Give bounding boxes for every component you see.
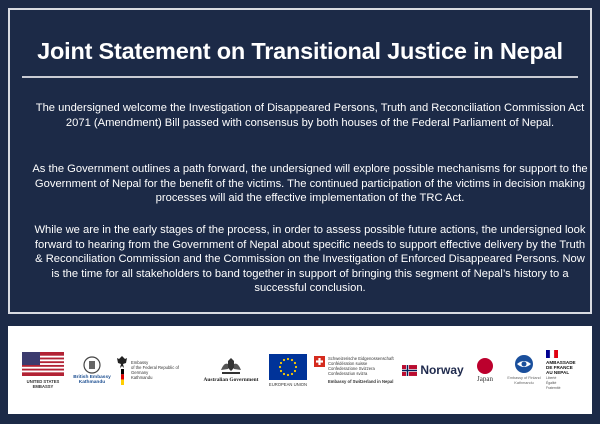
statement-title: Joint Statement on Transitional Justice in Nepal: [37, 38, 563, 64]
france-embassy-logo: AMBASSADE DE FRANCE AU NEPAL Liberté Égalité Fraternité: [546, 326, 590, 414]
eagle-icon: [116, 355, 128, 369]
marianne-icon: [546, 350, 558, 358]
coat-of-arms-icon: [219, 356, 243, 376]
norway-flag-icon: [402, 365, 417, 376]
eu-flag-icon: [269, 354, 307, 380]
signatory-logos: [8, 326, 592, 414]
germany-embassy-logo: Embassy of the Federal Republic of Germany Kathmandu: [116, 326, 196, 414]
norway-logo: Norway: [400, 326, 466, 414]
us-flag-icon: [22, 352, 64, 376]
paragraph-1: The undersigned welcome the Investigation of Disappeared Persons, Truth and Reconciliation Commission Act 2071 (Amendment) Bill passed with consensus by both houses of the Federal Parliament of Nepal.: [35, 102, 585, 129]
japan-logo: Japan: [470, 326, 500, 414]
germany-flag-icon: [121, 369, 124, 385]
australian-government-logo: Australian Government: [200, 326, 262, 414]
swiss-cross-icon: [314, 356, 325, 367]
paragraph-3: While we are in the early stages of the process, in order to assess possible future actions, the undersigned look forward to hearing from the Government of Nepal about specific needs to support effective delivery by the Truth & Reconciliation Commission and the Commission on the Investigation of Enforced Disappeared Persons. Now is the time for all stakeholders to band together in support of bringing this segment of Nepal’s history to a successful conclusion.: [34, 224, 586, 295]
uk-embassy-logo: British Embassy Kathmandu: [70, 326, 114, 414]
finland-embassy-logo: Embassy of Finland Kathmandu: [502, 326, 546, 414]
us-embassy-logo: UNITED STATES EMBASSY: [18, 326, 68, 414]
statement-panel: [8, 8, 592, 314]
swiss-embassy-logo: Schweizerische Eidgenossenschaft Confédération suisse Confederazione Svizzera Confederaziun svizra Embassy of Switzerland in Nepal: [314, 326, 400, 414]
royal-crest-icon: [82, 355, 102, 375]
title-divider: [22, 76, 578, 78]
eu-logo: EUROPEAN UNION: [266, 326, 310, 414]
finland-globe-icon: [514, 354, 534, 374]
japan-sun-icon: [476, 357, 494, 375]
paragraph-2: As the Government outlines a path forward, the undersigned will explore possible mechanisms for support to the Government of Nepal for the benefit of the victims. The continued participation of the victims in decision making processes will aid the effective implementation of the TRC Act.: [32, 163, 588, 205]
